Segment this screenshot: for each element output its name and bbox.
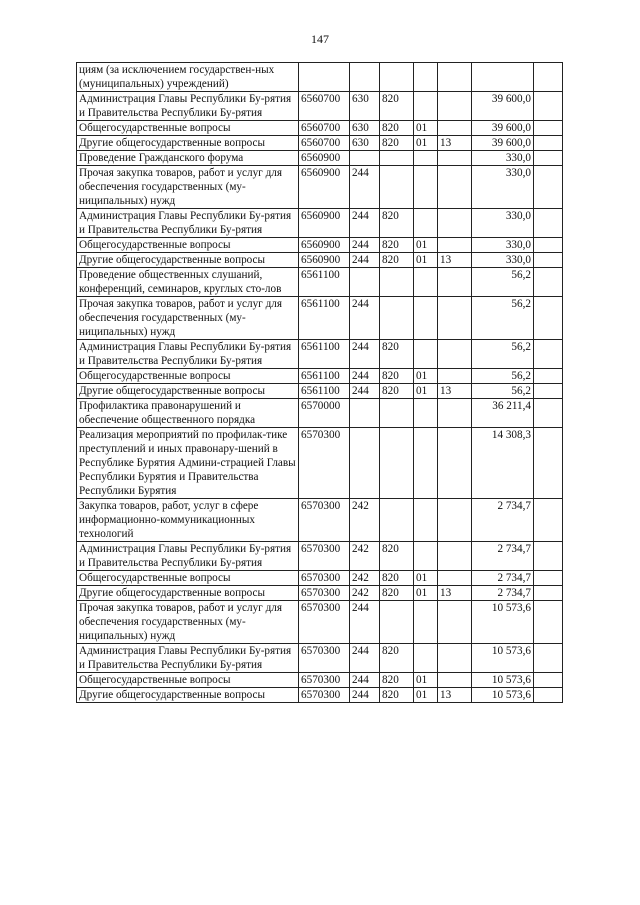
empty-cell xyxy=(534,121,563,136)
administrator-cell xyxy=(380,601,414,644)
section-cell xyxy=(414,268,438,297)
amount-cell: 10 573,6 xyxy=(472,688,534,703)
subsection-cell: 13 xyxy=(438,136,472,151)
subsection-cell xyxy=(438,209,472,238)
section-cell xyxy=(414,399,438,428)
target-article-cell: 6561100 xyxy=(299,384,350,399)
administrator-cell: 820 xyxy=(380,571,414,586)
administrator-cell xyxy=(380,63,414,92)
table-row xyxy=(77,151,563,166)
target-article-cell: 6560900 xyxy=(299,253,350,268)
administrator-cell: 820 xyxy=(380,209,414,238)
subsection-cell xyxy=(438,673,472,688)
expense-type-cell: 242 xyxy=(350,499,380,542)
target-article-cell: 6560900 xyxy=(299,151,350,166)
administrator-cell xyxy=(380,428,414,499)
expense-type-cell: 630 xyxy=(350,136,380,151)
administrator-cell xyxy=(380,499,414,542)
expense-type-cell: 242 xyxy=(350,542,380,571)
expense-type-cell: 244 xyxy=(350,297,380,340)
item-name-cell: Прочая закупка товаров, работ и услуг для обеспечения государственных (му-ниципальных) нужд xyxy=(77,166,299,209)
target-article-cell: 6570000 xyxy=(299,399,350,428)
amount-cell: 330,0 xyxy=(472,238,534,253)
empty-cell xyxy=(534,673,563,688)
amount-cell: 39 600,0 xyxy=(472,136,534,151)
section-cell xyxy=(414,92,438,121)
target-article-cell: 6570300 xyxy=(299,542,350,571)
expense-type-cell: 244 xyxy=(350,209,380,238)
administrator-cell: 820 xyxy=(380,340,414,369)
subsection-cell xyxy=(438,297,472,340)
expense-type-cell xyxy=(350,151,380,166)
amount-cell: 10 573,6 xyxy=(472,673,534,688)
target-article-cell: 6570300 xyxy=(299,499,350,542)
target-article-cell: 6570300 xyxy=(299,688,350,703)
item-name-cell: Реализация мероприятий по профилак-тике преступлений и иных правонару-шений в Республике Бурятия Админи-страцией Главы Республики Бурятия и Правительства Республики Бурятия xyxy=(77,428,299,499)
item-name-cell: Администрация Главы Республики Бу-рятия и Правительства Республики Бу-рятия xyxy=(77,92,299,121)
amount-cell: 2 734,7 xyxy=(472,586,534,601)
section-cell xyxy=(414,340,438,369)
table-row xyxy=(77,340,563,369)
amount-cell xyxy=(472,63,534,92)
administrator-cell xyxy=(380,399,414,428)
empty-cell xyxy=(534,209,563,238)
empty-cell xyxy=(534,399,563,428)
empty-cell xyxy=(534,688,563,703)
subsection-cell xyxy=(438,268,472,297)
table-row xyxy=(77,209,563,238)
empty-cell xyxy=(534,151,563,166)
section-cell xyxy=(414,542,438,571)
target-article-cell xyxy=(299,63,350,92)
expense-type-cell: 244 xyxy=(350,601,380,644)
item-name-cell: циям (за исключением государствен-ных (муниципальных) учреждений) xyxy=(77,63,299,92)
section-cell: 01 xyxy=(414,688,438,703)
item-name-cell: Другие общегосударственные вопросы xyxy=(77,688,299,703)
table-row xyxy=(77,369,563,384)
target-article-cell: 6561100 xyxy=(299,297,350,340)
expense-type-cell: 242 xyxy=(350,586,380,601)
target-article-cell: 6560900 xyxy=(299,166,350,209)
expense-type-cell: 244 xyxy=(350,673,380,688)
subsection-cell xyxy=(438,63,472,92)
expense-type-cell: 630 xyxy=(350,92,380,121)
subsection-cell: 13 xyxy=(438,688,472,703)
target-article-cell: 6570300 xyxy=(299,586,350,601)
item-name-cell: Общегосударственные вопросы xyxy=(77,369,299,384)
table-row xyxy=(77,586,563,601)
empty-cell xyxy=(534,571,563,586)
expense-type-cell xyxy=(350,268,380,297)
empty-cell xyxy=(534,644,563,673)
expense-type-cell: 244 xyxy=(350,688,380,703)
target-article-cell: 6560700 xyxy=(299,136,350,151)
expense-type-cell: 630 xyxy=(350,121,380,136)
section-cell xyxy=(414,428,438,499)
amount-cell: 56,2 xyxy=(472,384,534,399)
empty-cell xyxy=(534,384,563,399)
subsection-cell xyxy=(438,340,472,369)
amount-cell: 39 600,0 xyxy=(472,121,534,136)
item-name-cell: Профилактика правонарушений и обеспечение общественного порядка xyxy=(77,399,299,428)
subsection-cell: 13 xyxy=(438,384,472,399)
administrator-cell: 820 xyxy=(380,586,414,601)
subsection-cell xyxy=(438,121,472,136)
empty-cell xyxy=(534,238,563,253)
section-cell xyxy=(414,499,438,542)
amount-cell: 56,2 xyxy=(472,369,534,384)
item-name-cell: Проведение Гражданского форума xyxy=(77,151,299,166)
subsection-cell xyxy=(438,151,472,166)
subsection-cell xyxy=(438,238,472,253)
item-name-cell: Общегосударственные вопросы xyxy=(77,673,299,688)
section-cell xyxy=(414,166,438,209)
table-row xyxy=(77,297,563,340)
amount-cell: 330,0 xyxy=(472,151,534,166)
section-cell: 01 xyxy=(414,253,438,268)
administrator-cell xyxy=(380,297,414,340)
table-row xyxy=(77,384,563,399)
administrator-cell: 820 xyxy=(380,369,414,384)
subsection-cell xyxy=(438,542,472,571)
item-name-cell: Администрация Главы Республики Бу-рятия и Правительства Республики Бу-рятия xyxy=(77,340,299,369)
empty-cell xyxy=(534,253,563,268)
section-cell xyxy=(414,63,438,92)
item-name-cell: Другие общегосударственные вопросы xyxy=(77,384,299,399)
section-cell xyxy=(414,209,438,238)
section-cell: 01 xyxy=(414,586,438,601)
item-name-cell: Закупка товаров, работ, услуг в сфере информационно-коммуникационных технологий xyxy=(77,499,299,542)
table-row xyxy=(77,136,563,151)
item-name-cell: Администрация Главы Республики Бу-рятия и Правительства Республики Бу-рятия xyxy=(77,209,299,238)
administrator-cell: 820 xyxy=(380,238,414,253)
section-cell xyxy=(414,644,438,673)
target-article-cell: 6570300 xyxy=(299,673,350,688)
amount-cell: 10 573,6 xyxy=(472,644,534,673)
table-row xyxy=(77,92,563,121)
empty-cell xyxy=(534,92,563,121)
table-row xyxy=(77,238,563,253)
subsection-cell xyxy=(438,499,472,542)
administrator-cell: 820 xyxy=(380,253,414,268)
amount-cell: 2 734,7 xyxy=(472,499,534,542)
target-article-cell: 6570300 xyxy=(299,644,350,673)
administrator-cell: 820 xyxy=(380,673,414,688)
empty-cell xyxy=(534,340,563,369)
item-name-cell: Другие общегосударственные вопросы xyxy=(77,136,299,151)
table-row xyxy=(77,399,563,428)
subsection-cell xyxy=(438,92,472,121)
empty-cell xyxy=(534,499,563,542)
amount-cell: 56,2 xyxy=(472,340,534,369)
target-article-cell: 6561100 xyxy=(299,369,350,384)
table-row xyxy=(77,644,563,673)
expense-type-cell: 244 xyxy=(350,253,380,268)
administrator-cell xyxy=(380,268,414,297)
amount-cell: 56,2 xyxy=(472,297,534,340)
expense-type-cell xyxy=(350,428,380,499)
table-row xyxy=(77,542,563,571)
subsection-cell xyxy=(438,601,472,644)
table-row xyxy=(77,121,563,136)
expense-type-cell: 244 xyxy=(350,166,380,209)
empty-cell xyxy=(534,166,563,209)
administrator-cell xyxy=(380,166,414,209)
table-row xyxy=(77,688,563,703)
target-article-cell: 6560700 xyxy=(299,92,350,121)
target-article-cell: 6560900 xyxy=(299,209,350,238)
table-row xyxy=(77,253,563,268)
subsection-cell xyxy=(438,166,472,209)
amount-cell: 39 600,0 xyxy=(472,92,534,121)
amount-cell: 2 734,7 xyxy=(472,542,534,571)
item-name-cell: Другие общегосударственные вопросы xyxy=(77,586,299,601)
amount-cell: 14 308,3 xyxy=(472,428,534,499)
empty-cell xyxy=(534,542,563,571)
section-cell xyxy=(414,601,438,644)
section-cell: 01 xyxy=(414,121,438,136)
section-cell: 01 xyxy=(414,673,438,688)
table-row xyxy=(77,673,563,688)
item-name-cell: Общегосударственные вопросы xyxy=(77,571,299,586)
amount-cell: 56,2 xyxy=(472,268,534,297)
amount-cell: 330,0 xyxy=(472,209,534,238)
expense-type-cell xyxy=(350,63,380,92)
expense-type-cell xyxy=(350,399,380,428)
administrator-cell: 820 xyxy=(380,542,414,571)
target-article-cell: 6560900 xyxy=(299,238,350,253)
section-cell: 01 xyxy=(414,369,438,384)
budget-table xyxy=(76,62,563,703)
amount-cell: 36 211,4 xyxy=(472,399,534,428)
target-article-cell: 6570300 xyxy=(299,571,350,586)
amount-cell: 2 734,7 xyxy=(472,571,534,586)
expense-type-cell: 242 xyxy=(350,571,380,586)
subsection-cell xyxy=(438,369,472,384)
empty-cell xyxy=(534,136,563,151)
amount-cell: 330,0 xyxy=(472,253,534,268)
item-name-cell: Другие общегосударственные вопросы xyxy=(77,253,299,268)
item-name-cell: Общегосударственные вопросы xyxy=(77,238,299,253)
section-cell: 01 xyxy=(414,571,438,586)
empty-cell xyxy=(534,297,563,340)
section-cell: 01 xyxy=(414,238,438,253)
table-row xyxy=(77,428,563,499)
table-row xyxy=(77,499,563,542)
target-article-cell: 6570300 xyxy=(299,601,350,644)
item-name-cell: Проведение общественных слушаний, конференций, семинаров, круглых сто-лов xyxy=(77,268,299,297)
item-name-cell: Общегосударственные вопросы xyxy=(77,121,299,136)
page-number: 147 xyxy=(311,32,329,46)
expense-type-cell: 244 xyxy=(350,384,380,399)
subsection-cell xyxy=(438,644,472,673)
amount-cell: 330,0 xyxy=(472,166,534,209)
section-cell: 01 xyxy=(414,136,438,151)
administrator-cell: 820 xyxy=(380,92,414,121)
empty-cell xyxy=(534,268,563,297)
administrator-cell: 820 xyxy=(380,644,414,673)
empty-cell xyxy=(534,63,563,92)
expense-type-cell: 244 xyxy=(350,238,380,253)
expense-type-cell: 244 xyxy=(350,644,380,673)
target-article-cell: 6561100 xyxy=(299,340,350,369)
section-cell: 01 xyxy=(414,384,438,399)
administrator-cell xyxy=(380,151,414,166)
administrator-cell: 820 xyxy=(380,688,414,703)
administrator-cell: 820 xyxy=(380,121,414,136)
subsection-cell: 13 xyxy=(438,586,472,601)
table-row xyxy=(77,601,563,644)
subsection-cell xyxy=(438,571,472,586)
empty-cell xyxy=(534,369,563,384)
table-row xyxy=(77,63,563,92)
expense-type-cell: 244 xyxy=(350,340,380,369)
target-article-cell: 6570300 xyxy=(299,428,350,499)
empty-cell xyxy=(534,428,563,499)
table-row xyxy=(77,571,563,586)
section-cell xyxy=(414,297,438,340)
subsection-cell: 13 xyxy=(438,253,472,268)
subsection-cell xyxy=(438,428,472,499)
empty-cell xyxy=(534,601,563,644)
empty-cell xyxy=(534,586,563,601)
administrator-cell: 820 xyxy=(380,136,414,151)
administrator-cell: 820 xyxy=(380,384,414,399)
section-cell xyxy=(414,151,438,166)
subsection-cell xyxy=(438,399,472,428)
item-name-cell: Прочая закупка товаров, работ и услуг для обеспечения государственных (му-ниципальных) нужд xyxy=(77,601,299,644)
amount-cell: 10 573,6 xyxy=(472,601,534,644)
target-article-cell: 6561100 xyxy=(299,268,350,297)
item-name-cell: Администрация Главы Республики Бу-рятия и Правительства Республики Бу-рятия xyxy=(77,644,299,673)
table-row xyxy=(77,268,563,297)
item-name-cell: Прочая закупка товаров, работ и услуг для обеспечения государственных (му-ниципальных) нужд xyxy=(77,297,299,340)
expense-type-cell: 244 xyxy=(350,369,380,384)
item-name-cell: Администрация Главы Республики Бу-рятия и Правительства Республики Бу-рятия xyxy=(77,542,299,571)
target-article-cell: 6560700 xyxy=(299,121,350,136)
table-row xyxy=(77,166,563,209)
